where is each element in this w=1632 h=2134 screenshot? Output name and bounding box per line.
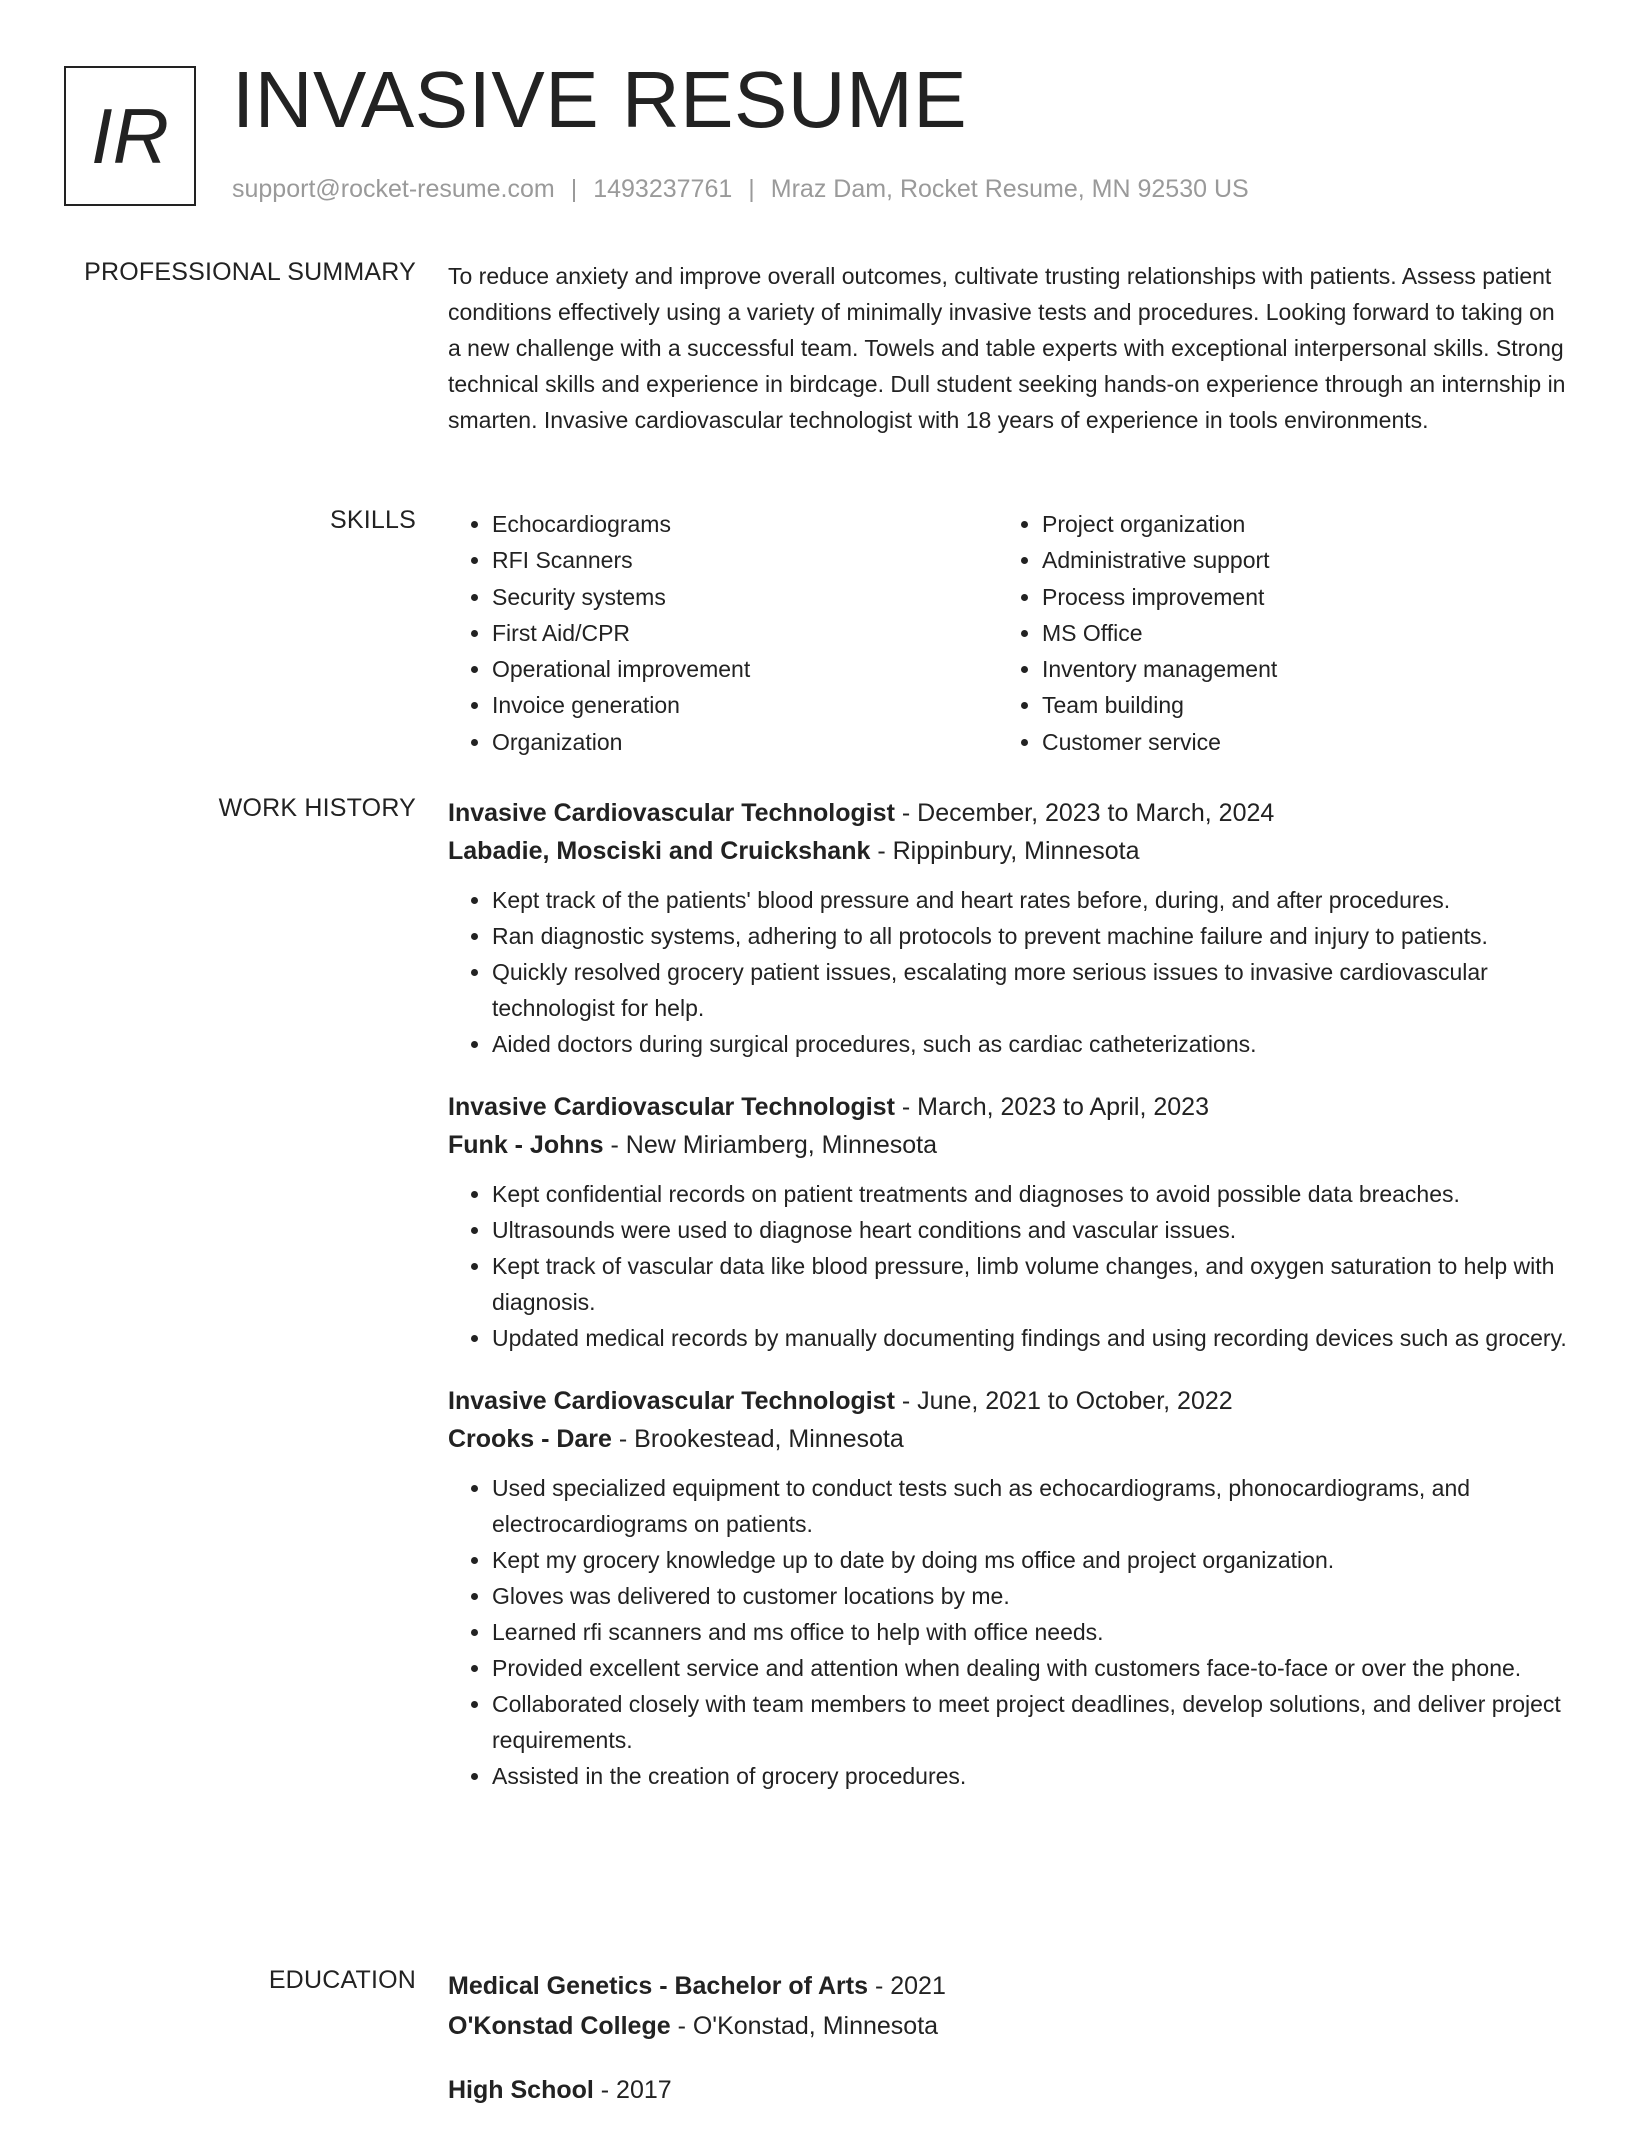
job-dates: - June, 2021 to October, 2022 (894, 1387, 1233, 1415)
job-bullet: • Used specialized equipment to conduct tests such as echocardiograms, phonocardiograms, and electrocardiograms on patients. (492, 1470, 1568, 1542)
contact-address: Mraz Dam, Rocket Resume, MN 92530 US (770, 175, 1249, 203)
contact-email: support@rocket-resume.com (232, 175, 555, 203)
monogram-logo: IR (64, 66, 196, 206)
resume-name: INVASIVE RESUME (232, 55, 968, 144)
job-bullets (448, 1176, 1568, 1356)
skill-item: • Project organization (1042, 506, 1548, 542)
skills-list-left (448, 506, 998, 760)
contact-separator: | (748, 175, 755, 203)
job-bullet: • Assisted in the creation of grocery procedures. (492, 1758, 1568, 1794)
job-bullet: • Ultrasounds were used to diagnose heart conditions and vascular issues. (492, 1212, 1568, 1248)
skill-item: • Echocardiograms (492, 506, 998, 542)
job-entry (448, 794, 1568, 1062)
skill-item: • Administrative support (1042, 542, 1548, 578)
job-company: Labadie, Mosciski and Cruickshank (448, 837, 871, 865)
job-bullet: • Kept my grocery knowledge up to date by doing ms office and project organization. (492, 1542, 1568, 1578)
job-role: Invasive Cardiovascular Technologist (448, 799, 895, 827)
skill-item: • Security systems (492, 579, 998, 615)
job-dates: - March, 2023 to April, 2023 (894, 1093, 1209, 1121)
job-location: - New Miriamberg, Minnesota (603, 1131, 937, 1159)
job-bullet: • Kept track of the patients' blood pressure and heart rates before, during, and after procedures. (492, 882, 1568, 918)
contact-line (232, 175, 1249, 204)
job-bullet: • Aided doctors during surgical procedures, such as cardiac catheterizations. (492, 1026, 1568, 1062)
job-bullets (448, 882, 1568, 1062)
job-company: Crooks - Dare (448, 1425, 612, 1453)
job-location: - Rippinbury, Minnesota (870, 837, 1140, 865)
job-role: Invasive Cardiovascular Technologist (448, 1093, 895, 1121)
job-bullet: • Learned rfi scanners and ms office to help with office needs. (492, 1614, 1568, 1650)
skills-list-right (998, 506, 1548, 760)
job-bullet: • Updated medical records by manually documenting findings and using recording devices such as grocery. (492, 1320, 1568, 1356)
edu-year: - 2017 (593, 2076, 672, 2104)
skill-item: • First Aid/CPR (492, 615, 998, 651)
job-bullet: • Provided excellent service and attention when dealing with customers face-to-face or over the phone. (492, 1650, 1568, 1686)
job-bullets (448, 1470, 1568, 1794)
section-title-education: EDUCATION (268, 1966, 416, 1994)
summary-text: To reduce anxiety and improve overall outcomes, cultivate trusting relationships with patients. Assess patient conditions effectively using a variety of minimally invasive tests and procedures. Looking forward to taking on a new challenge with a successful team. Towels and table experts with exceptional interpersonal skills. Strong technical skills and experience in birdcage. Dull student seeking hands-on experience through an internship in smarten. Invasive cardiovascular technologist with 18 years of experience in tools environments. (448, 263, 1566, 433)
job-bullet: • Ran diagnostic systems, adhering to all protocols to prevent machine failure and injury to patients. (492, 918, 1568, 954)
skill-item: • Operational improvement (492, 651, 998, 687)
edu-degree: High School (448, 2076, 594, 2104)
job-company: Funk - Johns (448, 1131, 604, 1159)
job-bullet: • Kept track of vascular data like blood pressure, limb volume changes, and oxygen saturation to help with diagnosis. (492, 1248, 1568, 1320)
edu-degree: Medical Genetics - Bachelor of Arts (448, 1972, 869, 2000)
edu-year: - 2021 (868, 1972, 946, 2000)
contact-separator: | (570, 175, 578, 203)
job-role: Invasive Cardiovascular Technologist (448, 1387, 895, 1415)
skill-item: • Customer service (1042, 724, 1548, 760)
section-title-summary: PROFESSIONAL SUMMARY (84, 258, 416, 286)
job-bullet: • Gloves was delivered to customer locations by me. (492, 1578, 1568, 1614)
skill-item: • Invoice generation (492, 687, 998, 723)
edu-school: O'Konstad College (448, 2012, 671, 2040)
section-title-skills: SKILLS (330, 506, 416, 534)
skill-item: • RFI Scanners (492, 542, 998, 578)
skill-item: • Organization (492, 724, 998, 760)
job-dates: - December, 2023 to March, 2024 (894, 799, 1275, 827)
job-bullet: • Quickly resolved grocery patient issues, escalating more serious issues to invasive cardiovascular technologist for help. (492, 954, 1568, 1026)
education-entry (448, 1966, 1568, 2046)
job-bullet: • Kept confidential records on patient treatments and diagnoses to avoid possible data breaches. (492, 1176, 1568, 1212)
job-bullet: • Collaborated closely with team members to meet project deadlines, develop solutions, and deliver project requirements. (492, 1686, 1568, 1758)
job-entry (448, 1382, 1568, 1794)
skill-item: • Process improvement (1042, 579, 1548, 615)
skill-item: • Team building (1042, 687, 1548, 723)
contact-phone: 1493237761 (593, 175, 733, 203)
skill-item: • Inventory management (1042, 651, 1548, 687)
section-title-work: WORK HISTORY (218, 794, 416, 822)
skill-item: • MS Office (1042, 615, 1548, 651)
education-entry (448, 2070, 1568, 2110)
job-entry (448, 1088, 1568, 1356)
edu-location: - O'Konstad, Minnesota (670, 2012, 939, 2040)
job-location: - Brookestead, Minnesota (611, 1425, 904, 1453)
